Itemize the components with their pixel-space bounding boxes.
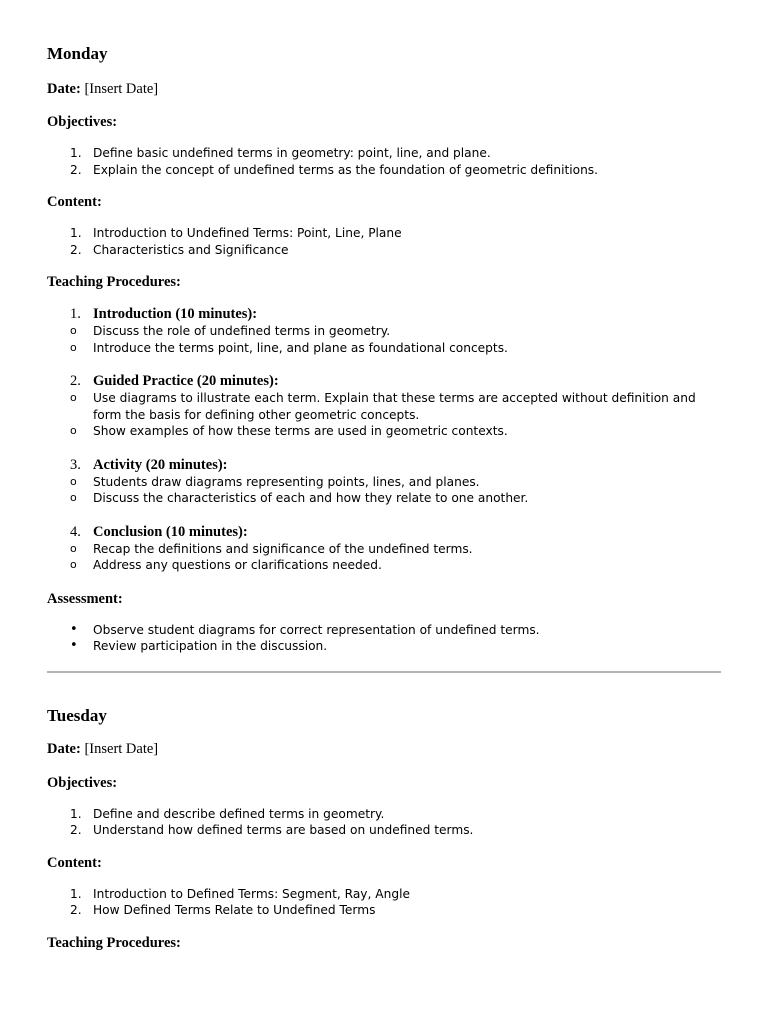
assessment-list [47, 622, 721, 655]
day-heading-tuesday: Tuesday [47, 705, 107, 725]
procedure-step: 2. Guided Practice (20 minutes): [47, 372, 721, 390]
list-item: • Observe student diagrams for correct representation of undefined terms. [70, 621, 540, 637]
procedure-title: Activity (20 minutes): [93, 456, 228, 473]
sub-item: o Students draw diagrams representing points, lines, and planes. [70, 474, 480, 489]
content-heading: Content: [47, 194, 102, 210]
content-list [47, 225, 721, 258]
list-item: 2. Explain the concept of undefined terms as the foundation of geometric definitions. [70, 162, 599, 177]
list-item: 1. Define and describe defined terms in geometry. [70, 806, 385, 821]
date-value: [Insert Date] [84, 81, 159, 97]
date-line [47, 79, 721, 99]
objectives-heading: Objectives: [47, 774, 118, 791]
list-item: 1. Introduction to Undefined Terms: Point, Line, Plane [70, 226, 402, 240]
sub-item: o Address any questions or clarifications needed. [70, 558, 382, 572]
sub-item: o Discuss the characteristics of each and how they relate to one another. [70, 491, 529, 505]
date-line [47, 739, 721, 759]
list-item: • Review participation in the discussion. [70, 638, 328, 653]
content-list [47, 886, 721, 919]
sub-item: o Discuss the role of undefined terms in geometry. [70, 324, 391, 338]
objectives-list [47, 806, 721, 839]
list-item: 2. How Defined Terms Relate to Undefined Terms [70, 903, 376, 917]
procedure-step: 3. Activity (20 minutes): [47, 456, 721, 474]
teaching-procedures-heading: Teaching Procedures: [47, 934, 181, 951]
objectives-heading: Objectives: [47, 114, 118, 130]
sub-item: o Use diagrams to illustrate each term. Explain that these terms are accepted without definition and form the basis for defining other geometric concepts. [70, 391, 696, 422]
assessment-heading: Assessment: [47, 590, 123, 607]
sub-item: o Introduce the terms point, line, and plane as foundational concepts. [70, 340, 508, 355]
date-label: Date: [47, 740, 81, 757]
list-item: 1. Define basic undefined terms in geometry: point, line, and plane. [70, 146, 491, 160]
date-label: Date: [47, 81, 81, 97]
procedure-step: 1. Introduction (10 minutes): [47, 305, 721, 323]
procedure-step: 4. Conclusion (10 minutes): [47, 523, 721, 541]
procedure-title: Conclusion (10 minutes): [93, 523, 248, 540]
objectives-list [47, 145, 721, 178]
date-value: [Insert Date] [84, 740, 159, 757]
list-item: 2. Understand how defined terms are based on undefined terms. [70, 823, 474, 837]
teaching-procedures-heading: Teaching Procedures: [47, 274, 181, 290]
sub-item: o Show examples of how these terms are used in geometric contexts. [70, 424, 508, 438]
content-heading: Content: [47, 854, 102, 871]
sub-item: o Recap the definitions and significance of the undefined terms. [70, 541, 473, 556]
list-item: 1. Introduction to Defined Terms: Segment, Ray, Angle [70, 886, 410, 901]
procedure-title: Guided Practice (20 minutes): [93, 373, 279, 389]
list-item: 2. Characteristics and Significance [70, 242, 289, 257]
day-heading-monday: Monday [47, 44, 108, 63]
procedure-title: Introduction (10 minutes): [93, 306, 258, 322]
